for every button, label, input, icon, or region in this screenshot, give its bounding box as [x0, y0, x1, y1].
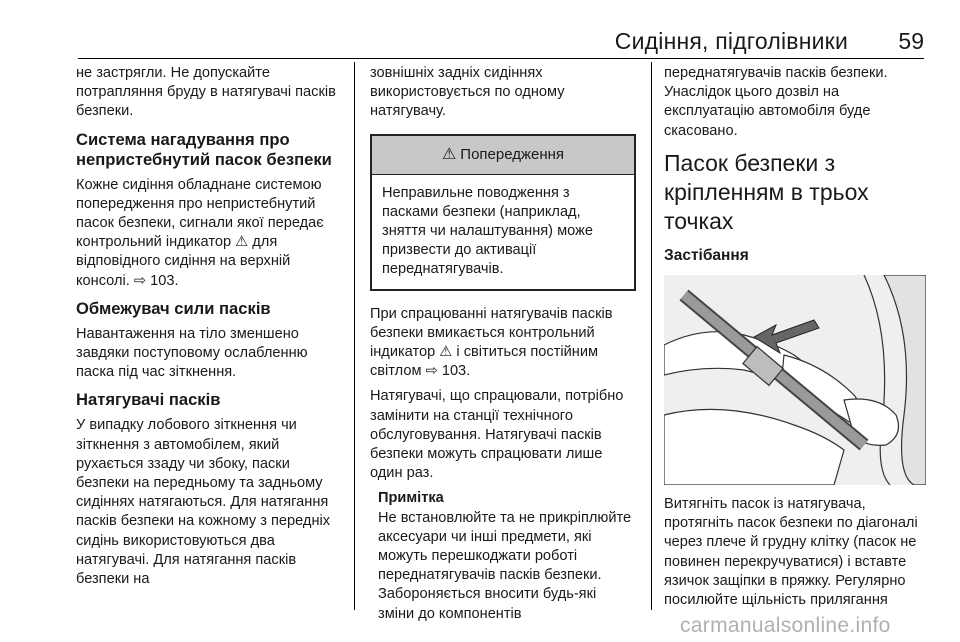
- paragraph-text: для відповідного сидіння на верхній консолі.: [76, 234, 291, 289]
- paragraph: [370, 305, 636, 382]
- seatbelt-illustration: [664, 275, 926, 485]
- airbag-indicator-icon: ⚠: [439, 344, 453, 361]
- paragraph-text: Кожне сидіння обладнане системою попередження про непристебнутий пасок безпеки, сигнали якої передає контрольний індикатор: [76, 176, 324, 251]
- warning-text: Неправильне поводження з пасками безпеки (наприклад, зняття чи налаштування) може призвести до активації переднатягувачів.: [382, 184, 593, 278]
- paragraph-text: і світиться постійним світлом: [370, 344, 599, 380]
- seatbelt-fastening-drawing: [664, 275, 926, 485]
- warning-title: Попередження: [460, 146, 565, 163]
- column-middle: [370, 64, 636, 624]
- section-heading: Система нагадування про непристебнутий пасок безпеки: [76, 129, 332, 169]
- seatbelt-indicator-icon: ⚠: [235, 234, 249, 251]
- paragraph: Натягувачі, що спрацювали, потрібно замінити на станції технічного обслуговування. Натягувачі пасків безпеки можуть спрацювати лише один раз.: [370, 388, 624, 482]
- note-text: Не встановлюйте та не прикріплюйте аксесуари чи інші предмети, які можуть перешкоджати роботі переднатягувачів пасків безпеки. Забороняється вносити будь-які зміни до компонентів: [378, 509, 632, 622]
- header-title: Сидіння, підголівники: [614, 28, 848, 54]
- paragraph: У випадку лобового зіткнення чи зіткнення з автомобілем, який рухається ззаду чи збоку, паски безпеки на передньому та задньому сидіннях натягаються. Для натягання пасків безпеки на кожному з передніх сидінь використовуються два натягувачі. Для натягання пасків безпеки на: [76, 417, 331, 588]
- warning-box: [370, 134, 636, 291]
- page-header: [0, 0, 960, 56]
- header-rule: [78, 58, 924, 59]
- section-heading: Обмежувач сили пасків: [76, 298, 271, 318]
- paragraph: Навантаження на тіло зменшено завдяки поступовому ослабленню паска під час зіткнення.: [76, 325, 308, 381]
- intro-paragraph: не застрягли. Не допускайте потрапляння бруду в натягувачі пасків безпеки.: [76, 65, 336, 120]
- paragraph: [76, 176, 344, 291]
- section-heading: Натягувачі пасків: [76, 390, 221, 410]
- column-left: [76, 64, 344, 595]
- column-right: [664, 64, 932, 616]
- column-divider: [354, 62, 355, 610]
- note-title: Примітка: [378, 490, 444, 507]
- page-number: 59: [898, 28, 924, 54]
- warning-icon: ⚠: [441, 146, 457, 163]
- paragraph: Витягніть пасок із натягувача, протягніть пасок безпеки по діагоналі через плече й грудну клітку (пасок не повинен перекручуватися) і вставте язичок защіпки в пряжку. Регулярно посилюйте щільність прилягання: [664, 496, 918, 609]
- subsection-heading: Застібання: [664, 246, 749, 264]
- section-heading-large: Пасок безпеки з кріпленням в трьох точках: [664, 149, 869, 234]
- intro-paragraph: переднатягувачів пасків безпеки. Унаслідок цього дозвіл на експлуатацію автомобіля буде скасовано.: [664, 65, 888, 139]
- intro-paragraph: зовнішніх задніх сидіннях використовується по одному натягувачу.: [370, 65, 565, 120]
- paragraph-text: При спрацюванні натягувачів пасків безпеки вмикається контрольний індикатор: [370, 305, 613, 361]
- warning-header: [372, 136, 634, 175]
- page-reference: ⇨ 103.: [133, 272, 179, 289]
- column-divider: [651, 62, 652, 610]
- note-block: [378, 489, 636, 623]
- page-reference: ⇨ 103.: [425, 363, 471, 380]
- watermark: carmanualsonline.info: [680, 614, 891, 637]
